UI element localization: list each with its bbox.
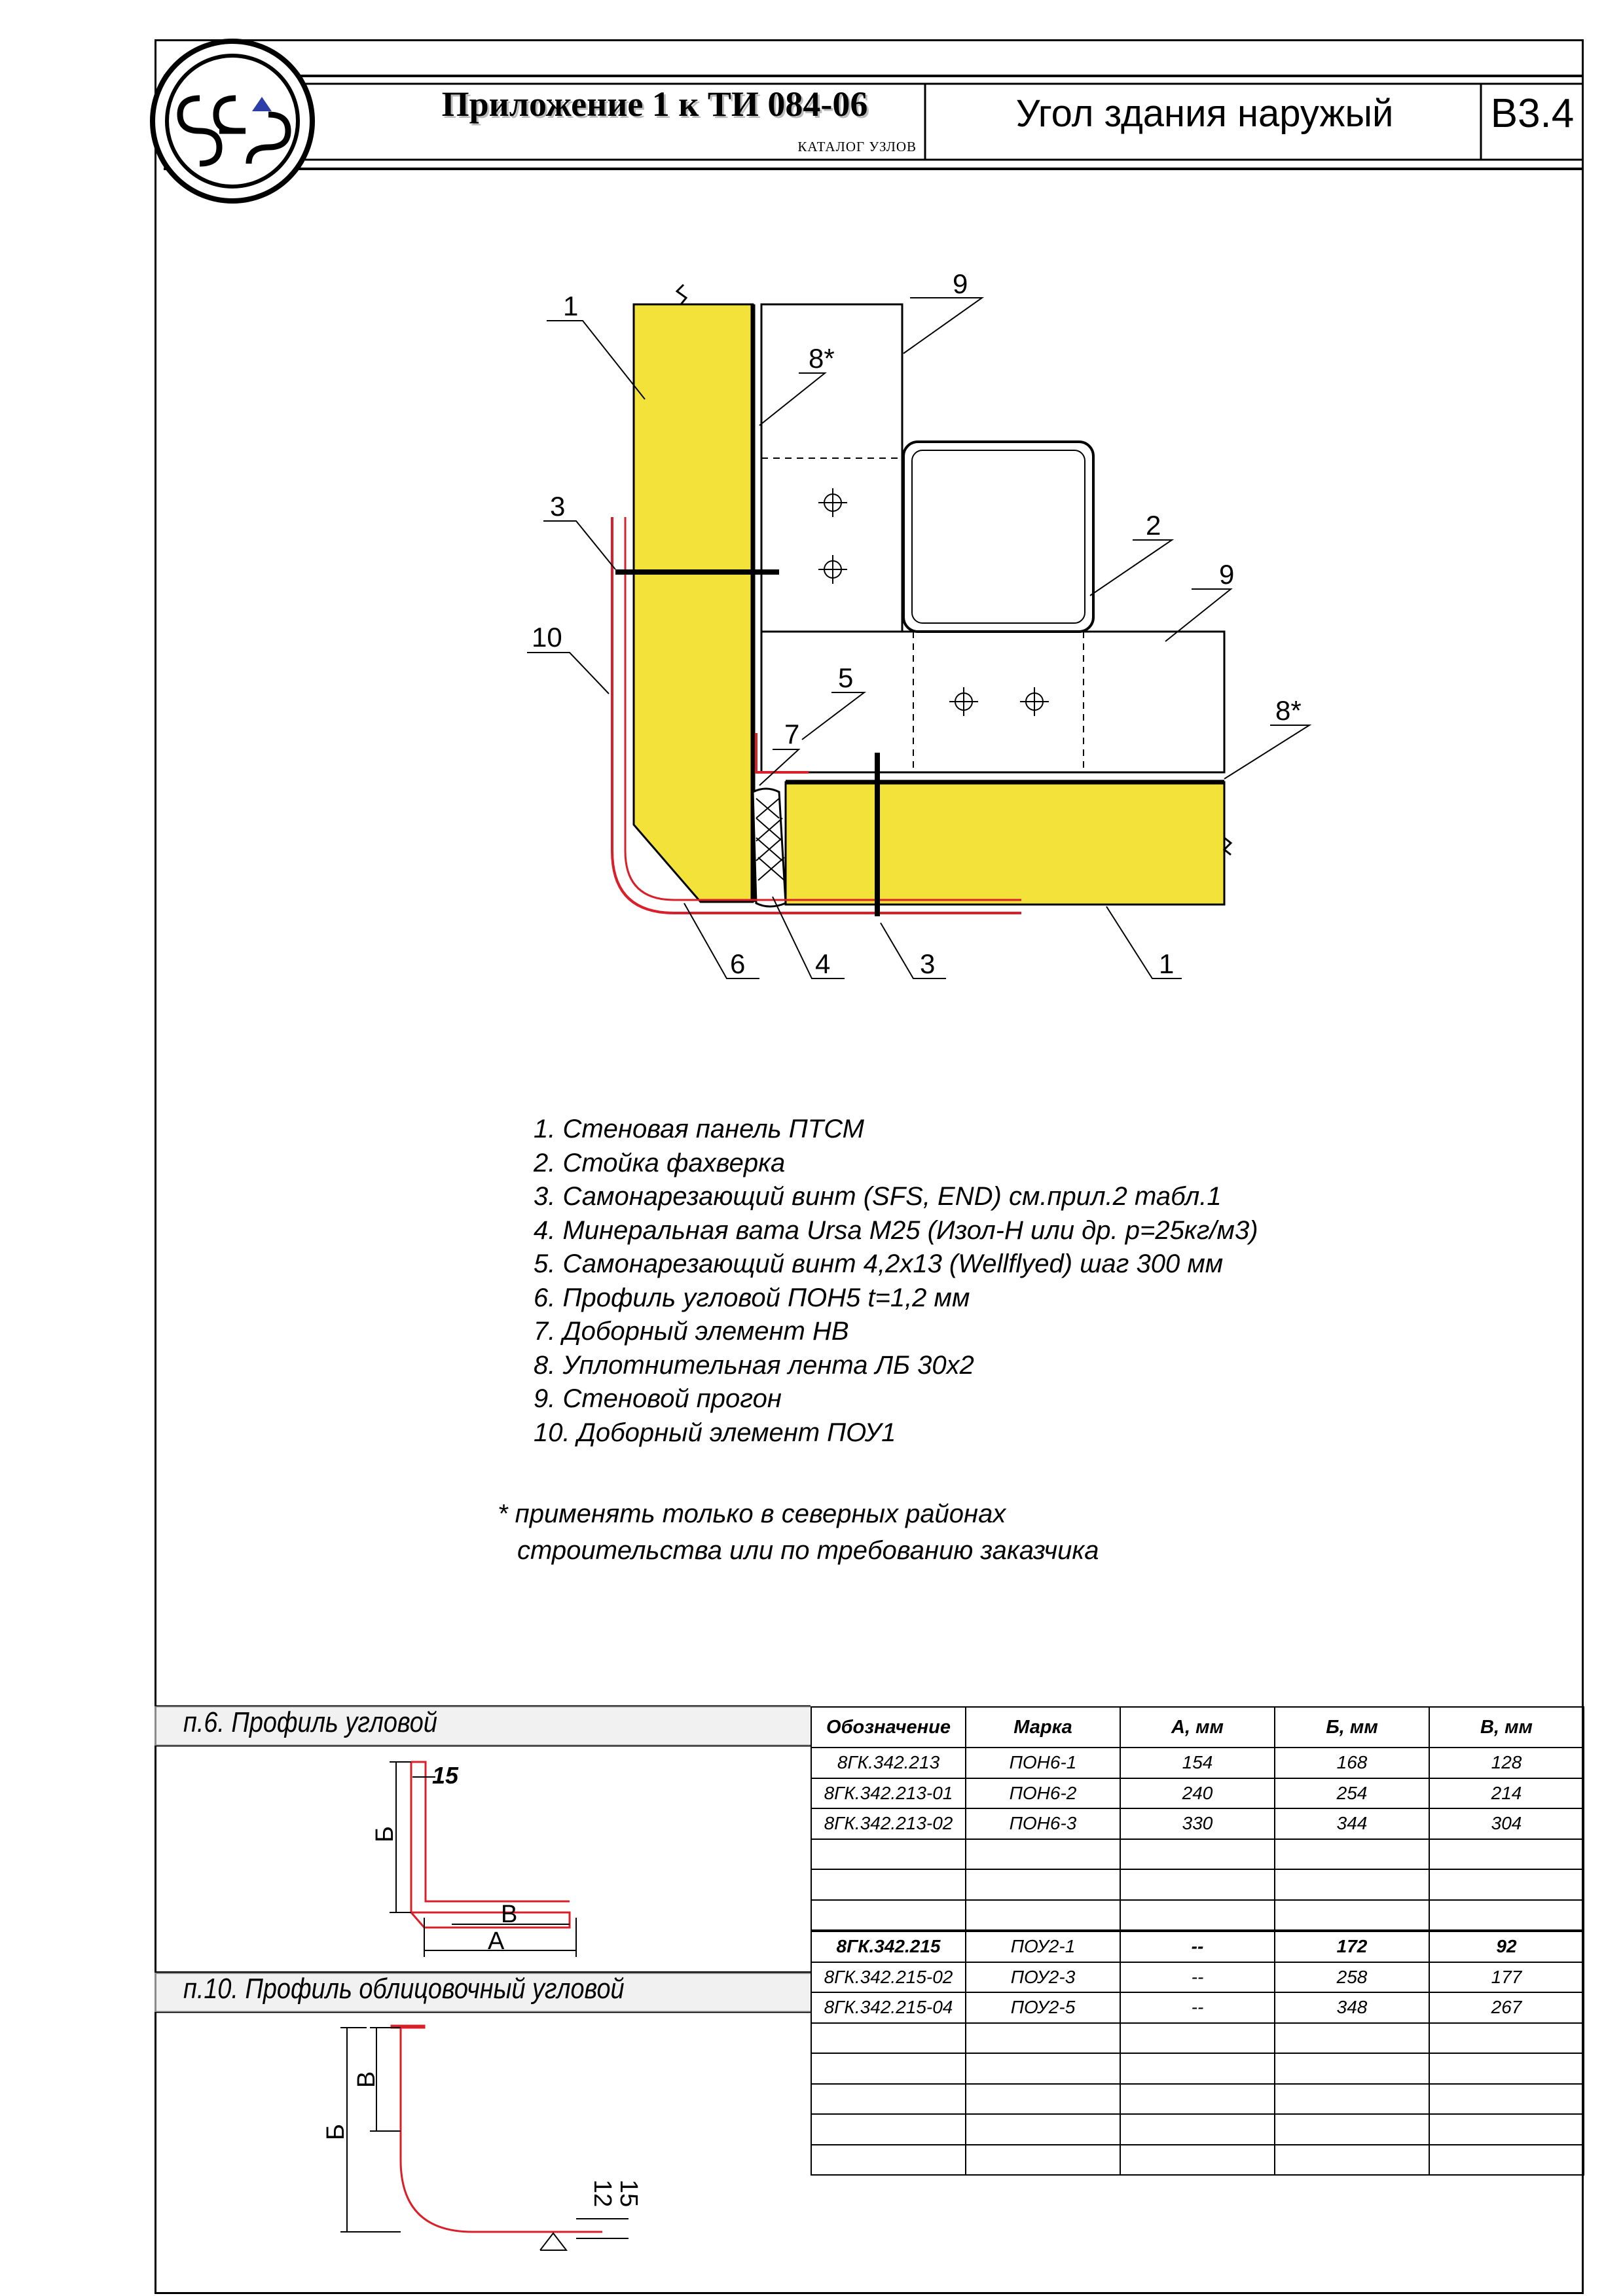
table-cell: [811, 1839, 966, 1870]
table-cell: ПОУ2-3: [966, 1962, 1120, 1993]
legend-item: 3. Самонарезающий винт (SFS, END) см.прил.2 табл.1: [534, 1182, 1222, 1211]
table-cell: [1275, 2053, 1429, 2084]
drawing-code: В3.4: [1490, 91, 1575, 136]
wall-panel-horizontal: [786, 782, 1224, 905]
table-row: [811, 2084, 1584, 2115]
table-cell: [1429, 2084, 1584, 2115]
dim-v-2: В: [353, 2071, 380, 2088]
table-row: [811, 1992, 1584, 2023]
legend-item: 9. Стеновой прогон: [534, 1384, 782, 1413]
break-mark: [677, 285, 686, 304]
dim-b: Б: [371, 1826, 399, 1842]
callout-8-right: 8*: [1275, 695, 1302, 726]
table-cell: 8ГК.342.213-01: [811, 1778, 966, 1809]
section-2-title: п.10. Профиль облицовочный угловой: [183, 1973, 625, 2005]
dim-15: 15: [432, 1762, 459, 1789]
table-cell: --: [1120, 1992, 1275, 2023]
table-cell: [1120, 1839, 1275, 1870]
table-cell: 177: [1429, 1962, 1584, 1993]
callout-1-bottom: 1: [1159, 948, 1175, 979]
table-cell: [1120, 1869, 1275, 1900]
legend-list: [534, 1113, 1258, 1450]
table-row: [811, 1778, 1584, 1809]
table-cell: 172: [1275, 1931, 1429, 1962]
table-cell: 128: [1429, 1748, 1584, 1778]
table-cell: 254: [1275, 1778, 1429, 1809]
dim-12-2: 12: [589, 2179, 616, 2208]
table-cell: [1275, 2145, 1429, 2176]
table-row: [811, 1748, 1584, 1778]
table-row: [811, 1962, 1584, 1993]
table-cell: 92: [1429, 1931, 1584, 1962]
legend-item: 7. Доборный элемент НВ: [534, 1317, 849, 1346]
table-cell: [1429, 1839, 1584, 1870]
table-cell: [1120, 2084, 1275, 2115]
table-cell: ПОН6-3: [966, 1808, 1120, 1839]
callout-9-top: 9: [953, 268, 968, 299]
table-cell: [966, 2023, 1120, 2054]
table-cell: --: [1120, 1931, 1275, 1962]
table-cell: [1429, 2053, 1584, 2084]
table-cell: 240: [1120, 1778, 1275, 1809]
table-cell: [811, 2053, 966, 2084]
table-cell: 330: [1120, 1808, 1275, 1839]
callout-1-top: 1: [563, 291, 579, 321]
table-cell: 344: [1275, 1808, 1429, 1839]
section-1-title: п.6. Профиль угловой: [183, 1706, 437, 1738]
callout-5: 5: [838, 662, 854, 693]
callout-4: 4: [815, 948, 831, 979]
legend-item: 6. Профиль угловой ПОН5 t=1,2 мм: [534, 1283, 970, 1312]
table-cell: 304: [1429, 1808, 1584, 1839]
purlin-horizontal: [761, 632, 1224, 772]
table-cell: [1429, 2114, 1584, 2145]
table-cell: [1275, 1839, 1429, 1870]
table-cell: [966, 1869, 1120, 1900]
table-cell: [966, 2145, 1120, 2176]
wall-panel-vertical: [634, 304, 753, 902]
footnote-line-2: строительства или по требованию заказчика: [517, 1536, 1099, 1565]
table-cell: [966, 1839, 1120, 1870]
footnote: [498, 1496, 1099, 1569]
callout-3-left: 3: [550, 491, 566, 522]
table-row: [811, 1839, 1584, 1870]
table-cell: 8ГК.342.213: [811, 1748, 966, 1778]
table-cell: [811, 2145, 966, 2176]
dimension-lines-2: [340, 2028, 629, 2250]
drawing-name: Угол здания наружый: [1015, 92, 1394, 135]
legend-item: 1. Стеновая панель ПТСМ: [534, 1115, 864, 1143]
table-cell: ПОН6-1: [966, 1748, 1120, 1778]
callout-9-right: 9: [1219, 559, 1235, 590]
table-row: [811, 1931, 1584, 1962]
table-row: [811, 2145, 1584, 2176]
corner-detail-drawing: [0, 0, 1623, 1021]
dim-a: А: [488, 1928, 505, 1955]
col-header: Марка: [966, 1707, 1120, 1748]
table-cell: [811, 1869, 966, 1900]
legend-item: 5. Самонарезающий винт 4,2х13 (Wellflyed) шаг 300 мм: [534, 1249, 1224, 1278]
table-row: [811, 2023, 1584, 2054]
legend-item: 10. Доборный элемент ПОУ1: [534, 1418, 896, 1447]
table-row: [811, 2114, 1584, 2145]
table-cell: [1275, 1869, 1429, 1900]
table-row: [811, 1900, 1584, 1931]
table-cell: 8ГК.342.215-02: [811, 1962, 966, 1993]
callout-7: 7: [784, 719, 800, 749]
table-header-row: [811, 1707, 1584, 1748]
col-header: А, мм: [1120, 1707, 1275, 1748]
curved-profile-sketch: [401, 2028, 602, 2232]
table-cell: 258: [1275, 1962, 1429, 1993]
table-cell: [966, 1900, 1120, 1931]
legend-item: 4. Минеральная вата Ursa M25 (Изол-Н или др. р=25кг/м3): [534, 1215, 1258, 1245]
post-frame: [903, 442, 1093, 632]
catalog-subtitle: КАТАЛОГ УЗЛОВ: [797, 139, 917, 154]
table-cell: 8ГК.342.213-02: [811, 1808, 966, 1839]
col-header: В, мм: [1429, 1707, 1584, 1748]
table-cell: [1275, 1900, 1429, 1931]
footnote-line-1: * применять только в северных районах: [498, 1499, 1006, 1528]
table-cell: [811, 2084, 966, 2115]
table-cell: [966, 2084, 1120, 2115]
table-cell: [1429, 2023, 1584, 2054]
table-cell: [1275, 2114, 1429, 2145]
table-cell: ПОУ2-1: [966, 1931, 1120, 1962]
table-cell: [811, 2023, 966, 2054]
table-row: [811, 1869, 1584, 1900]
callout-2: 2: [1146, 510, 1161, 541]
table-cell: 267: [1429, 1992, 1584, 2023]
table-cell: [811, 1900, 966, 1931]
appendix-title: Приложение 1 к ТИ 084-06: [441, 84, 868, 124]
legend-item: 2. Стойка фахверка: [534, 1148, 786, 1177]
table-cell: [1120, 2023, 1275, 2054]
table-cell: 168: [1275, 1748, 1429, 1778]
table-cell: [1120, 2145, 1275, 2176]
legend-item: 8. Уплотнительная лента ЛБ 30х2: [534, 1350, 974, 1380]
dim-v: В: [501, 1901, 518, 1928]
table-cell: 154: [1120, 1748, 1275, 1778]
dim-b-2: Б: [322, 2124, 350, 2140]
table-cell: [1120, 2053, 1275, 2084]
table-cell: 214: [1429, 1778, 1584, 1809]
table-cell: [1429, 1869, 1584, 1900]
table-cell: [811, 2114, 966, 2145]
table-cell: [1275, 2084, 1429, 2115]
table-cell: 348: [1275, 1992, 1429, 2023]
dim-15-2: 15: [615, 2179, 642, 2208]
table-cell: --: [1120, 1962, 1275, 1993]
table-cell: ПОН6-2: [966, 1778, 1120, 1809]
table-cell: [1120, 1900, 1275, 1931]
callout-6: 6: [730, 948, 746, 979]
table-cell: [1429, 1900, 1584, 1931]
table-cell: [966, 2114, 1120, 2145]
table-cell: [1120, 2114, 1275, 2145]
table-cell: ПОУ2-5: [966, 1992, 1120, 2023]
callout-3-bottom: 3: [920, 948, 936, 979]
table-row: [811, 2053, 1584, 2084]
table-cell: [966, 2053, 1120, 2084]
col-header: Б, мм: [1275, 1707, 1429, 1748]
spec-table: [811, 1706, 1584, 2176]
col-header: Обозначение: [811, 1707, 966, 1748]
callout-8-top: 8*: [809, 343, 835, 374]
callout-10: 10: [532, 622, 562, 653]
table-cell: [1275, 2023, 1429, 2054]
table-cell: 8ГК.342.215-04: [811, 1992, 966, 2023]
table-cell: [1429, 2145, 1584, 2176]
table-cell: 8ГК.342.215: [811, 1931, 966, 1962]
table-row: [811, 1808, 1584, 1839]
